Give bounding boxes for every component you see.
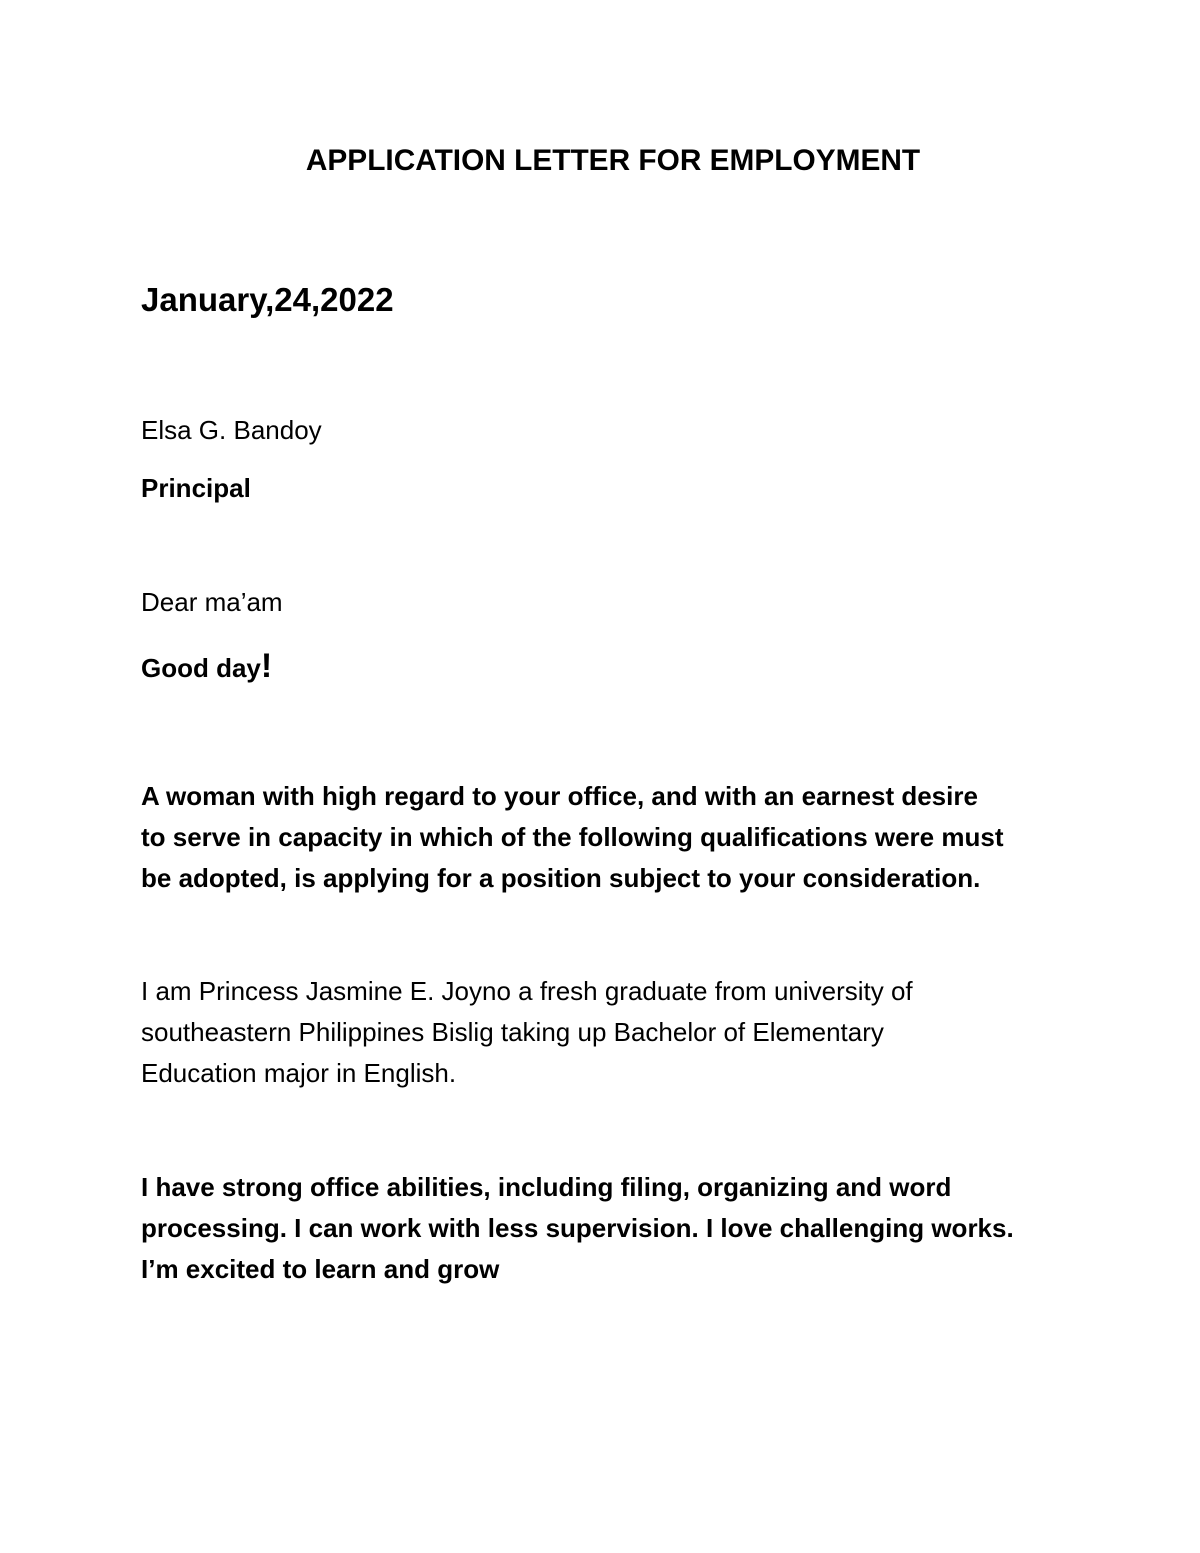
paragraph-line: I have strong office abilities, including filing, organizing and word	[141, 1172, 952, 1202]
paragraph-line: be adopted, is applying for a position subject to your consideration.	[141, 863, 981, 893]
paragraph-intro	[141, 776, 1061, 899]
recipient-name: Elsa G. Bandoy	[141, 415, 322, 445]
paragraph-line: Education major in English.	[141, 1058, 457, 1088]
greeting-exclamation: !	[260, 647, 273, 685]
salutation: Dear ma’am	[141, 587, 283, 617]
paragraph-line: processing. I can work with less supervision. I love challenging works.	[141, 1213, 1014, 1243]
paragraph-line: to serve in capacity in which of the following qualifications were must	[141, 822, 1004, 852]
paragraph-line: A woman with high regard to your office, and with an earnest desire	[141, 781, 978, 811]
letter-date: January,24,2022	[141, 281, 394, 318]
letter-title: APPLICATION LETTER FOR EMPLOYMENT	[305, 144, 921, 177]
paragraph-background	[141, 971, 1061, 1094]
paragraph-skills	[141, 1167, 1061, 1290]
paragraph-line: I am Princess Jasmine E. Joyno a fresh graduate from university of	[141, 976, 913, 1006]
recipient-position: Principal	[141, 473, 251, 503]
paragraph-line: southeastern Philippines Bislig taking up Bachelor of Elementary	[141, 1017, 884, 1047]
greeting-text: Good day	[141, 653, 261, 683]
greeting	[141, 649, 272, 684]
paragraph-line: I’m excited to learn and grow	[141, 1254, 500, 1284]
